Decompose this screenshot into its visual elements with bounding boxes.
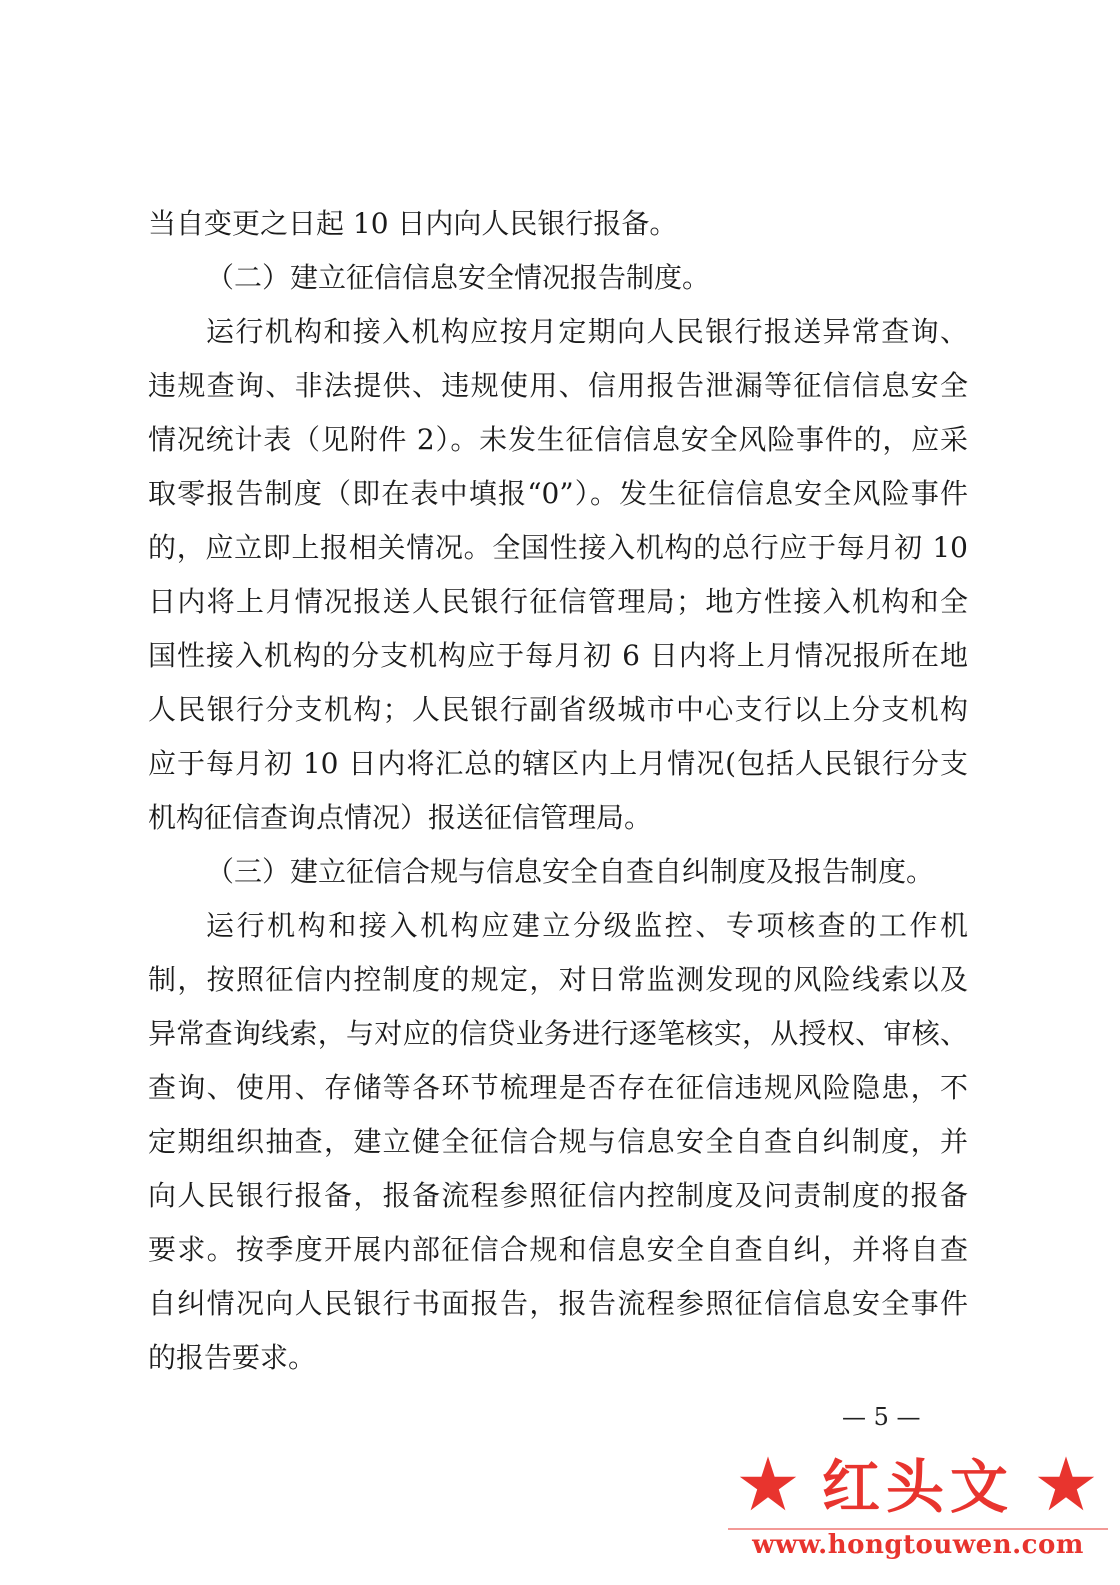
text-line: 国性接入机构的分支机构应于每月初 6 日内将上月情况报所在地	[148, 639, 968, 672]
text-line: 自纠情况向人民银行书面报告，报告流程参照征信信息安全事件	[148, 1287, 968, 1320]
page-number: — 5 —	[842, 1403, 921, 1431]
section-heading: （三）建立征信合规与信息安全自查自纠制度及报告制度。	[206, 855, 935, 888]
text-line: 向人民银行报备，报备流程参照征信内控制度及问责制度的报备	[148, 1179, 968, 1212]
text-line: 定期组织抽查，建立健全征信合规与信息安全自查自纠制度，并	[148, 1125, 968, 1158]
text-line: 的报告要求。	[148, 1341, 317, 1374]
text-line: 制，按照征信内控制度的规定，对日常监测发现的风险线索以及	[148, 963, 968, 996]
text-line: 运行机构和接入机构应建立分级监控、专项核查的工作机	[206, 909, 968, 942]
watermark-logo	[728, 1448, 1108, 1578]
text-line: 当自变更之日起 10 日内向人民银行报备。	[148, 207, 678, 240]
text-line: 查询、使用、存储等各环节梳理是否存在征信违规风险隐患，不	[148, 1071, 968, 1104]
text-line: 人民银行分支机构；人民银行副省级城市中心支行以上分支机构	[148, 693, 968, 726]
text-line: 违规查询、非法提供、违规使用、信用报告泄漏等征信信息安全	[148, 369, 968, 402]
watermark-header	[728, 1448, 1108, 1528]
text-line: 的，应立即上报相关情况。全国性接入机构的总行应于每月初 10	[148, 531, 968, 564]
star-icon	[1036, 1454, 1096, 1514]
text-line: 要求。按季度开展内部征信合规和信息安全自查自纠，并将自查	[148, 1233, 968, 1266]
watermark-title: 红头文	[821, 1453, 1014, 1521]
text-line: 情况统计表（见附件 2）。未发生征信信息安全风险事件的，应采	[148, 423, 968, 456]
section-heading: （二）建立征信信息安全情况报告制度。	[206, 261, 711, 294]
text-line: 取零报告制度（即在表中填报“0”）。发生征信信息安全风险事件	[148, 477, 968, 510]
text-line: 机构征信查询点情况）报送征信管理局。	[148, 801, 653, 834]
watermark-url: www.hongtouwen.com	[752, 1530, 1084, 1560]
text-line: 应于每月初 10 日内将汇总的辖区内上月情况(包括人民银行分支	[148, 747, 968, 780]
text-line: 异常查询线索，与对应的信贷业务进行逐笔核实，从授权、审核、	[148, 1017, 968, 1050]
text-line: 日内将上月情况报送人民银行征信管理局；地方性接入机构和全	[148, 585, 968, 618]
text-line: 运行机构和接入机构应按月定期向人民银行报送异常查询、	[206, 315, 968, 348]
star-icon	[738, 1454, 798, 1514]
